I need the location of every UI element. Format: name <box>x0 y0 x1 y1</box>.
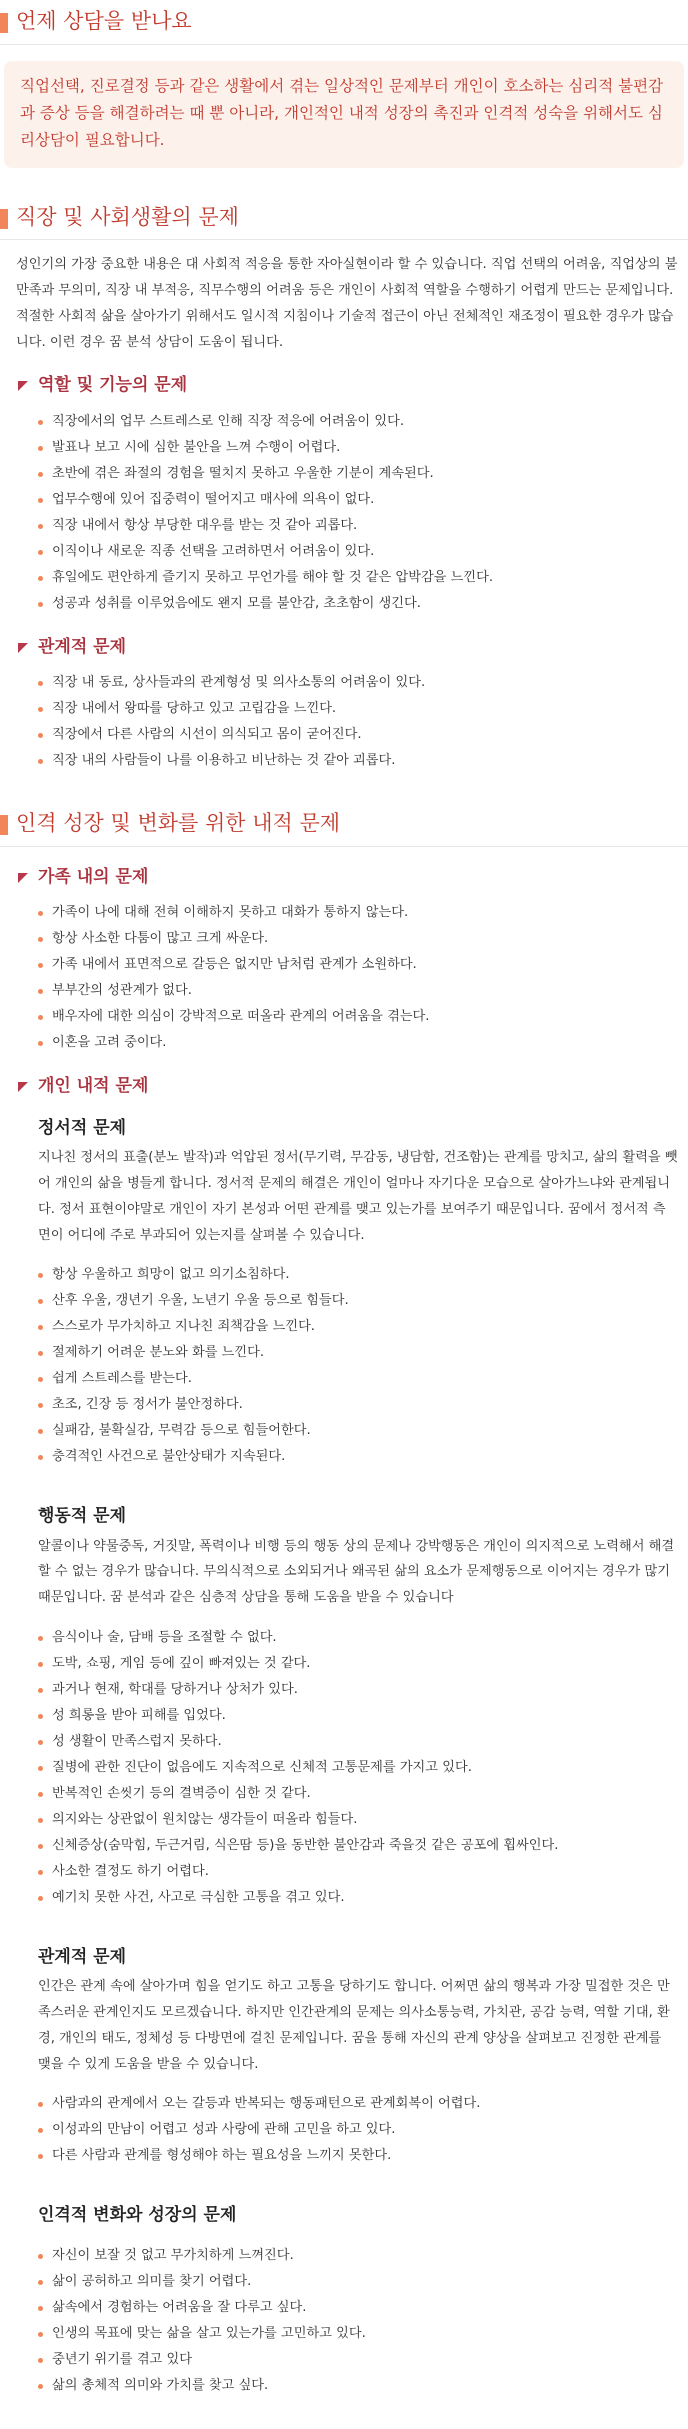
section-title-growth: 인격 성장 및 변화를 위한 내적 문제 <box>0 808 688 847</box>
work-relations-list <box>0 660 688 774</box>
family-list <box>0 890 688 1056</box>
list-item: 사람과의 관계에서 오는 갈등과 반복되는 행동패턴으로 관계회복이 어렵다. <box>38 2091 678 2117</box>
list-item: 직장 내 동료, 상사들과의 관계형성 및 의사소통의 어려움이 있다. <box>38 670 678 696</box>
list-item: 직장 내에서 왕따를 당하고 있고 고립감을 느낀다. <box>38 696 678 722</box>
list-item: 중년기 위기를 겪고 있다 <box>38 2347 678 2373</box>
list-item: 도박, 쇼핑, 게임 등에 깊이 빠져있는 것 같다. <box>38 1651 678 1677</box>
list-item: 가족 내에서 표면적으로 갈등은 없지만 남처럼 관계가 소원하다. <box>38 952 678 978</box>
relational-intro: 인간은 관계 속에 살아가며 힘을 얻기도 하고 고통을 당하기도 합니다. 어쩌면 삶의 행복과 가장 밀접한 것은 만족스러운 관계인지도 모르겠습니다. 하지만 인간관계의 문제는 의사소통능력, 가치관, 공감 능력, 역할 기대, 환경, 개인의 태도, 정체성 등 다방면에 걸친 문제입니다. 꿈을 통해 자신의 관계 양상을 살펴보고 진정한 관계를 맺을 수 있게 도움을 받을 수 있습니다. <box>38 1979 670 2072</box>
list-item: 직장에서의 업무 스트레스로 인해 직장 적응에 어려움이 있다. <box>38 409 678 435</box>
list-item: 업무수행에 있어 집중력이 떨어지고 매사에 의욕이 없다. <box>38 487 678 513</box>
sub-title-role: 역할 및 기능의 문제 <box>18 373 688 399</box>
list-item: 쉽게 스트레스를 받는다. <box>38 1366 678 1392</box>
heading-relational: 관계적 문제 <box>38 1946 127 1967</box>
section-title-when: 언제 상담을 받나요 <box>0 6 688 45</box>
list-item: 신체증상(숨막힘, 두근거림, 식은땀 등)을 동반한 불안감과 죽을것 같은 공포에 휩싸인다. <box>38 1833 678 1859</box>
list-item: 질병에 관한 진단이 없음에도 지속적으로 신체적 고통문제를 가지고 있다. <box>38 1755 678 1781</box>
list-item: 삶이 공허하고 의미를 찾기 어렵다. <box>38 2269 678 2295</box>
work-intro: 성인기의 가장 중요한 내용은 대 사회적 적응을 통한 자아실현이라 할 수 있습니다. 직업 선택의 어려움, 직업상의 불만족과 무의미, 직장 내 부적응, 직무수행의 어려움 등은 개인이 사회적 역할을 수행하기 어렵게 만드는 문제입니다. 적절한 사회적 삶을 살아가기 위해서도 일시적 지침이나 기술적 접근이 아닌 전체적인 재조정이 필요한 경우가 많습니다. 이런 경우 꿈 분석 상담이 도움이 됩니다. <box>16 257 678 350</box>
heading-growth: 인격적 변화와 성장의 문제 <box>38 2205 237 2226</box>
list-item: 과거나 현재, 학대를 당하거나 상처가 있다. <box>38 1677 678 1703</box>
list-item: 휴일에도 편안하게 즐기지 못하고 무언가를 해야 할 것 같은 압박감을 느낀다. <box>38 565 678 591</box>
growth-list <box>0 2229 688 2399</box>
list-item: 반복적인 손씻기 등의 결벽증이 심한 것 같다. <box>38 1781 678 1807</box>
list-item: 자신이 보잘 것 없고 무가치하게 느껴진다. <box>38 2243 678 2269</box>
sub-title-work-relations: 관계적 문제 <box>18 635 688 661</box>
list-item: 충격적인 사건으로 불안상태가 지속된다. <box>38 1444 678 1470</box>
list-item: 초반에 겪은 좌절의 경험을 떨치지 못하고 우울한 기분이 계속된다. <box>38 461 678 487</box>
list-item: 성 생활이 만족스럽지 못하다. <box>38 1729 678 1755</box>
section-title-work: 직장 및 사회생활의 문제 <box>0 202 688 241</box>
list-item: 초조, 긴장 등 정서가 불안정하다. <box>38 1392 678 1418</box>
list-item: 삶의 총체적 의미와 가치를 찾고 싶다. <box>38 2373 678 2399</box>
list-item: 의지와는 상관없이 원치않는 생각들이 떠올라 힘들다. <box>38 1807 678 1833</box>
list-item: 직장에서 다른 사람의 시선이 의식되고 몸이 굳어진다. <box>38 722 678 748</box>
behavioral-intro: 알콜이나 약물중독, 거짓말, 폭력이나 비행 등의 행동 상의 문제나 강박행동은 개인이 의지적으로 노력해서 해결할 수 없는 경우가 많습니다. 무의식적으로 소외되거나 왜곡된 삶의 요소가 문제행동으로 이어지는 경우가 많기 때문입니다. 꿈 분석과 같은 심층적 상담을 통해 도움을 받을 수 있습니다 <box>38 1538 675 1606</box>
page <box>0 6 688 2429</box>
list-item: 삶속에서 경험하는 어려움을 잘 다루고 싶다. <box>38 2295 678 2321</box>
list-item: 인생의 목표에 맞는 삶을 살고 있는가를 고민하고 있다. <box>38 2321 678 2347</box>
emotional-intro: 지나친 정서의 표출(분노 발작)과 억압된 정서(무기력, 무감동, 냉담함, 건조함)는 관계를 망치고, 삶의 활력을 뺏어 개인의 삶을 병들게 합니다. 정서적 문제의 해결은 개인이 얼마나 자기다운 모습으로 살아가느냐와 관계됩니다. 정서 표현이야말로 개인이 자기 본성과 어떤 관계를 맺고 있는가를 보여주기 때문입니다. 꿈에서 정서적 측면이 어디에 주로 부과되어 있는지를 살펴볼 수 있습니다. <box>38 1150 678 1243</box>
list-item: 가족이 나에 대해 전혀 이해하지 못하고 대화가 통하지 않는다. <box>38 900 678 926</box>
list-item: 예기치 못한 사건, 사고로 극심한 고통을 겪고 있다. <box>38 1885 678 1911</box>
list-item: 이혼을 고려 중이다. <box>38 1030 678 1056</box>
list-item: 부부간의 성관계가 없다. <box>38 978 678 1004</box>
list-item: 실패감, 불확실감, 무력감 등으로 힘들어한다. <box>38 1418 678 1444</box>
list-item: 이직이나 새로운 직종 선택을 고려하면서 어려움이 있다. <box>38 539 678 565</box>
list-item: 직장 내에서 항상 부당한 대우를 받는 것 같아 괴롭다. <box>38 513 678 539</box>
sub-title-personal: 개인 내적 문제 <box>18 1074 688 1100</box>
heading-behavioral: 행동적 문제 <box>38 1506 127 1527</box>
list-item: 배우자에 대한 의심이 강박적으로 떠올라 관계의 어려움을 겪는다. <box>38 1004 678 1030</box>
emotional-list <box>0 1248 688 1470</box>
list-item: 성공과 성취를 이루었음에도 왠지 모를 불안감, 초초함이 생긴다. <box>38 591 678 617</box>
list-item: 성 희롱을 받아 피해를 입었다. <box>38 1703 678 1729</box>
list-item: 음식이나 술, 담배 등을 조절할 수 없다. <box>38 1625 678 1651</box>
list-item: 항상 사소한 다툼이 많고 크게 싸운다. <box>38 926 678 952</box>
list-item: 항상 우울하고 희망이 없고 의기소침하다. <box>38 1262 678 1288</box>
list-item: 발표나 보고 시에 심한 불안을 느껴 수행이 어렵다. <box>38 435 678 461</box>
relational-list <box>0 2077 688 2169</box>
list-item: 다른 사람과 관계를 형성해야 하는 필요성을 느끼지 못한다. <box>38 2143 678 2169</box>
list-item: 이성과의 만남이 어렵고 성과 사랑에 관해 고민을 하고 있다. <box>38 2117 678 2143</box>
list-item: 스스로가 무가치하고 지나친 죄책감을 느낀다. <box>38 1314 678 1340</box>
behavioral-list <box>0 1611 688 1911</box>
intro-callout: 직업선택, 진로결정 등과 같은 생활에서 겪는 일상적인 문제부터 개인이 호소하는 심리적 불편감과 증상 등을 해결하려는 때 뿐 아니라, 개인적인 내적 성장의 촉진과 인격적 성숙을 위해서도 심리상담이 필요합니다. <box>4 61 684 168</box>
list-item: 절제하기 어려운 분노와 화를 느낀다. <box>38 1340 678 1366</box>
role-list <box>0 399 688 617</box>
heading-emotional: 정서적 문제 <box>38 1117 127 1138</box>
list-item: 사소한 결정도 하기 어렵다. <box>38 1859 678 1885</box>
sub-title-family: 가족 내의 문제 <box>18 865 688 891</box>
list-item: 직장 내의 사람들이 나를 이용하고 비난하는 것 같아 괴롭다. <box>38 748 678 774</box>
list-item: 산후 우울, 갱년기 우울, 노년기 우울 등으로 힘들다. <box>38 1288 678 1314</box>
